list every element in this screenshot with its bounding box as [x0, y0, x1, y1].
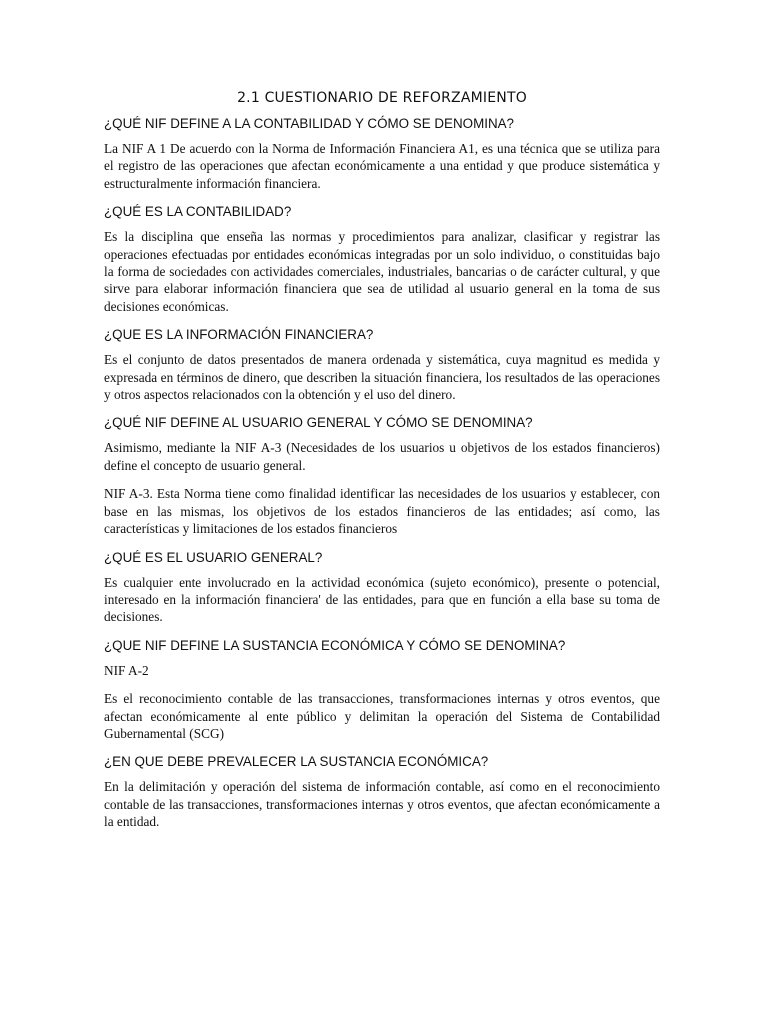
document-page	[104, 90, 660, 842]
answer-paragraph: Es el conjunto de datos presentados de manera ordenada y sistemática, cuya magnitud es medida y expresada en términos de dinero, que describen la situación financiera, los resultados de las operaciones y otros aspectos relacionados con la obtención y el uso del dinero.	[104, 352, 660, 403]
answer-paragraph: Asimismo, mediante la NIF A-3 (Necesidades de los usuarios u objetivos de los estados financieros) define el concepto de usuario general.	[104, 440, 660, 473]
answer-paragraph: Es el reconocimiento contable de las transacciones, transformaciones internas y otros eventos, que afectan económicamente al ente público y delimitan la operación del Sistema de Contabilidad Gubernamental (SCG)	[104, 691, 660, 741]
answer-paragraph: Es la disciplina que enseña las normas y procedimientos para analizar, clasificar y registrar las operaciones efectuadas por entidades económicas integradas por un solo individuo, o constituidas bajo la forma de sociedades con actividades comerciales, industriales, bancarias o de carácter cultural, y que sirve para elaborar información financiera que sea de utilidad al usuario general en la toma de sus decisiones económicas.	[104, 229, 660, 314]
question-heading: ¿QUÉ ES EL USUARIO GENERAL?	[104, 549, 323, 565]
answer-paragraph: NIF A-2	[104, 662, 149, 678]
question-heading: ¿QUÉ NIF DEFINE A LA CONTABILIDAD Y CÓMO SE DENOMINA?	[104, 116, 514, 131]
question-heading: ¿QUÉ NIF DEFINE AL USUARIO GENERAL Y CÓMO SE DENOMINA?	[104, 415, 533, 431]
question-heading: ¿QUE NIF DEFINE LA SUSTANCIA ECONÓMICA Y CÓMO SE DENOMINA?	[104, 637, 566, 653]
answer-paragraph: NIF A-3. Esta Norma tiene como finalidad identificar las necesidades de los usuarios y establecer, con base en las mismas, los objetivos de los estados financieros de las entidades; así como, las características y limitaciones de los estados financieros	[104, 486, 660, 537]
question-heading: ¿QUÉ ES LA CONTABILIDAD?	[104, 204, 292, 220]
answer-paragraph: La NIF A 1 De acuerdo con la Norma de Información Financiera A1, es una técnica que se utiliza para el registro de las operaciones que afectan económicamente a una entidad y que produce sistemática y estructuralmente información financiera.	[104, 141, 660, 191]
answer-paragraph: En la delimitación y operación del sistema de información contable, así como en el reconocimiento contable de las transacciones, transformaciones internas y otros eventos, que afectan económicamente a la entidad.	[104, 779, 660, 830]
document-title: 2.1 CUESTIONARIO DE REFORZAMIENTO	[237, 90, 527, 106]
question-heading: ¿EN QUE DEBE PREVALECER LA SUSTANCIA ECONÓMICA?	[104, 754, 489, 770]
answer-paragraph: Es cualquier ente involucrado en la actividad económica (sujeto económico), presente o potencial, interesado en la información financiera' de las entidades, para que en función a ella base su toma de decisiones.	[104, 574, 660, 625]
question-heading: ¿QUE ES LA INFORMACIÓN FINANCIERA?	[104, 327, 374, 343]
